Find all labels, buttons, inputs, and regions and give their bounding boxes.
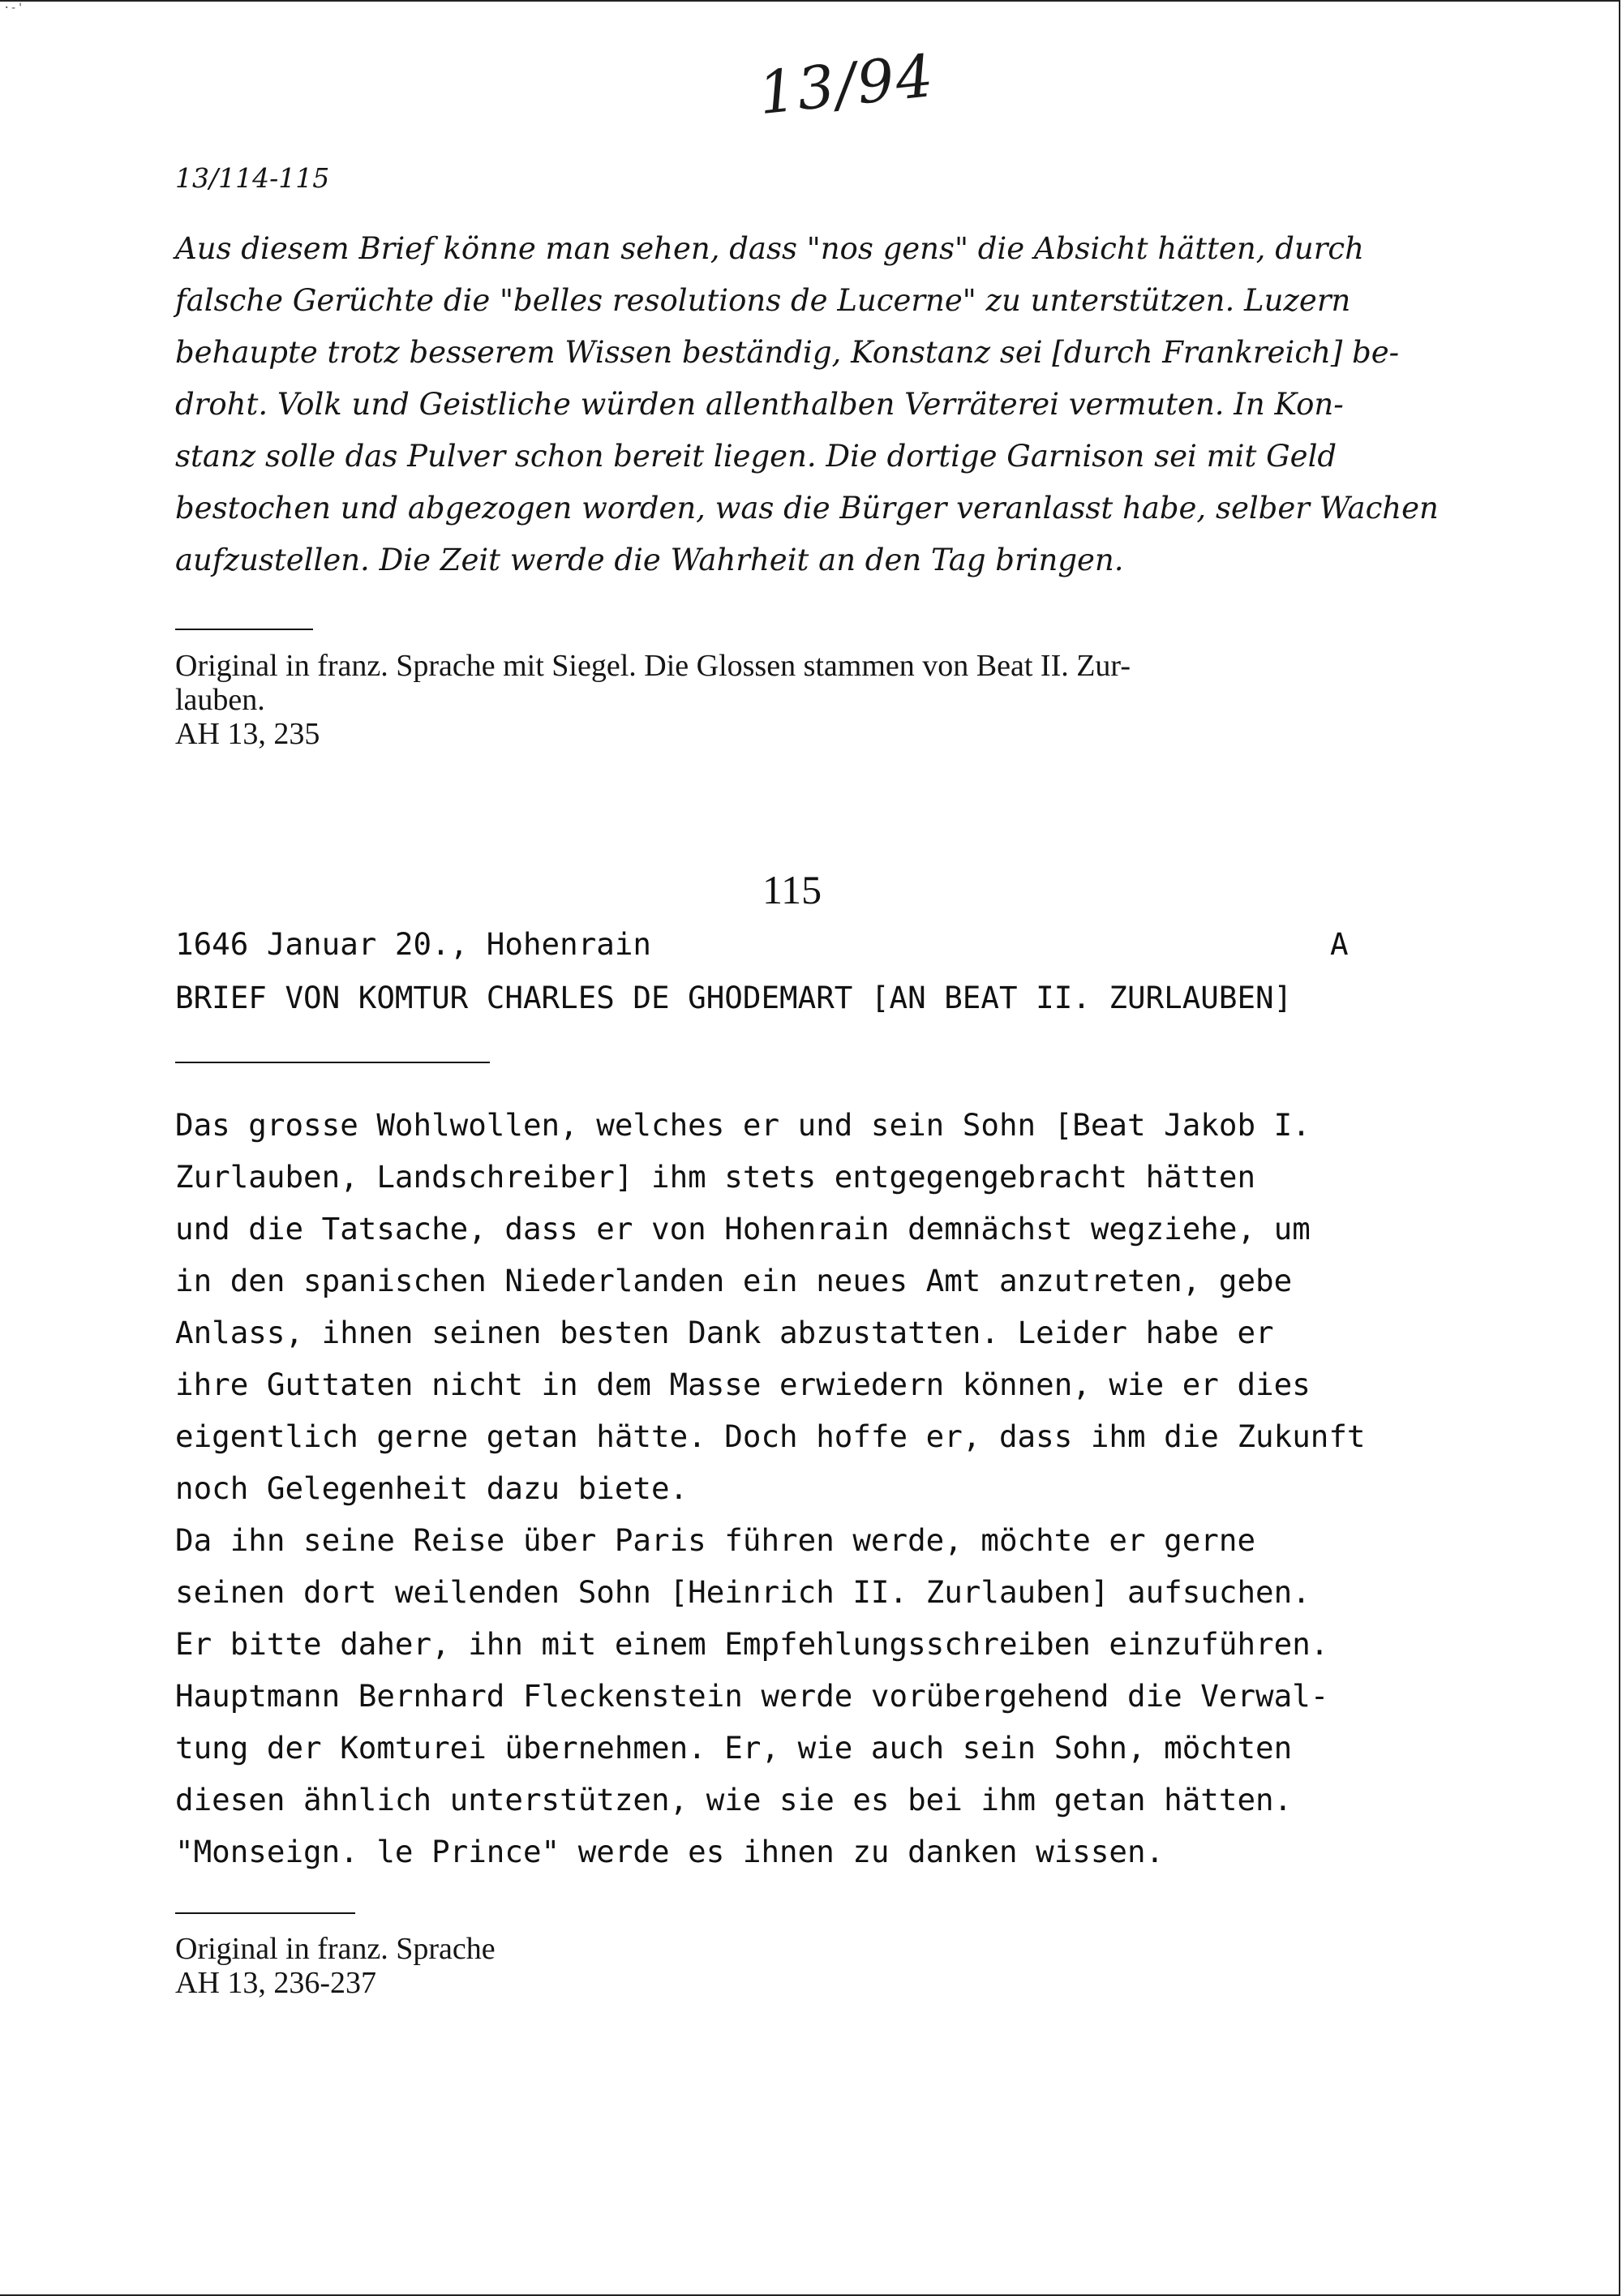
corner-mark: ·-' [3, 2, 24, 15]
body-line: eigentlich gerne getan hätte. Doch hoffe er, dass ihm die Zukunft [175, 1418, 1366, 1454]
note-line: Original in franz. Sprache mit Siegel. Die Glossen stammen von Beat II. Zur- [175, 649, 1131, 683]
summary-paragraph-115 [175, 1099, 1366, 1878]
body-line: diesen ähnlich unterstützen, wie sie es bei ihm getan hätten. [175, 1782, 1293, 1817]
summary-line: Aus diesem Brief könne man sehen, dass "nos gens" die Absicht hätten, durch [175, 231, 1364, 266]
body-line: Da ihn seine Reise über Paris führen werde, möchte er gerne [175, 1522, 1256, 1558]
document-number: 115 [762, 867, 822, 912]
footnote-divider [175, 629, 313, 630]
body-line: und die Tatsache, dass er von Hohenrain demnächst wegziehe, um [175, 1211, 1311, 1247]
source-note-115 [175, 1932, 496, 2000]
body-line: tung der Komturei übernehmen. Er, wie auch sein Sohn, möchten [175, 1730, 1293, 1766]
summary-line: stanz solle das Pulver schon bereit liegen. Die dortige Garnison sei mit Geld [175, 439, 1337, 474]
body-line: Das grosse Wohlwollen, welches er und sein Sohn [Beat Jakob I. [175, 1107, 1311, 1143]
summary-line: droht. Volk und Geistliche würden allenthalben Verräterei vermuten. In Kon- [175, 387, 1344, 422]
body-line: in den spanischen Niederlanden ein neues Amt anzutreten, gebe [175, 1263, 1293, 1298]
body-line: Hauptmann Bernhard Fleckenstein werde vorübergehend die Verwal- [175, 1678, 1329, 1714]
body-line: noch Gelegenheit dazu biete. [175, 1470, 689, 1506]
note-line: lauben. [175, 683, 265, 717]
document-type-mark: A [1330, 926, 1349, 962]
document-title: BRIEF VON KOMTUR CHARLES DE GHODEMART [AN BEAT II. ZURLAUBEN] [175, 980, 1293, 1015]
body-line: seinen dort weilenden Sohn [Heinrich II. Zurlauben] aufsuchen. [175, 1574, 1311, 1610]
summary-line: bestochen und abgezogen worden, was die Bürger veranlasst habe, selber Wachen [175, 491, 1439, 526]
summary-line: behaupte trotz besserem Wissen beständig, Konstanz sei [durch Frankreich] be- [175, 335, 1400, 370]
date-place: 1646 Januar 20., Hohenrain [175, 926, 651, 962]
body-line: Zurlauben, Landschreiber] ihm stets entgegengebracht hätten [175, 1159, 1256, 1195]
summary-paragraph-114 [175, 223, 1440, 586]
note-line: AH 13, 235 [175, 717, 320, 751]
summary-line: falsche Gerüchte die "belles resolutions de Lucerne" zu unterstützen. Luzern [175, 283, 1351, 318]
title-divider [175, 1062, 490, 1063]
summary-line: aufzustellen. Die Zeit werde die Wahrheit an den Tag bringen. [175, 543, 1124, 577]
body-line: ihre Guttaten nicht in dem Masse erwiedern können, wie er dies [175, 1367, 1311, 1402]
note-line: Original in franz. Sprache [175, 1932, 496, 1966]
body-line: Anlass, ihnen seinen besten Dank abzustatten. Leider habe er [175, 1315, 1274, 1350]
body-line: "Monseign. le Prince" werde es ihnen zu danken wissen. [175, 1834, 1165, 1869]
section-reference: 13/114-115 [175, 162, 330, 194]
source-note-114 [175, 649, 1131, 751]
handwritten-page-stamp: 13/94 [755, 41, 938, 128]
footnote-divider [175, 1912, 355, 1914]
body-line: Er bitte daher, ihn mit einem Empfehlungsschreiben einzuführen. [175, 1626, 1329, 1662]
note-line: AH 13, 236-237 [175, 1966, 377, 2000]
